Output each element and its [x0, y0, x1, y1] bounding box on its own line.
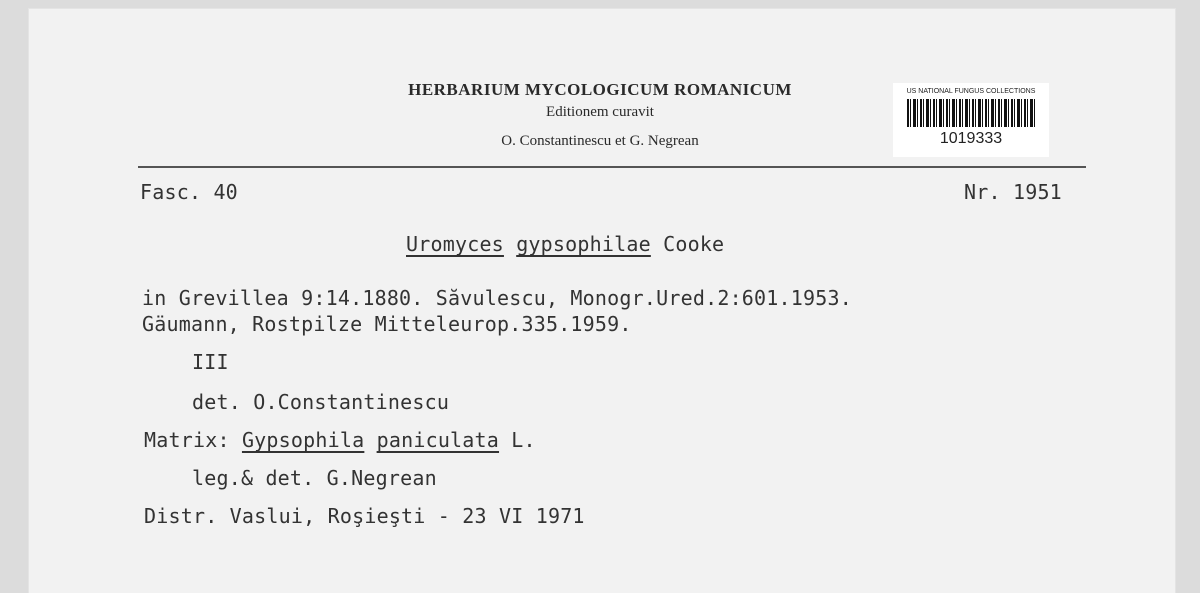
- editor-line: Editionem curavit: [546, 104, 654, 120]
- host-author: L.: [511, 428, 536, 452]
- host-species: paniculata: [376, 428, 500, 452]
- species-title: [406, 232, 724, 256]
- literature-line-2: Gäumann, Rostpilze Mitteleurop.335.1959.: [142, 312, 632, 336]
- literature-line-1: in Grevillea 9:14.1880. Săvulescu, Monogr.Ured.2:601.1953.: [142, 286, 852, 310]
- genus-name: Uromyces: [406, 232, 504, 256]
- host-genus: Gypsophila: [241, 428, 365, 452]
- species-epithet: gypsophilae: [516, 232, 651, 256]
- barcode-label: [893, 83, 1049, 157]
- barcode-caption: US NATIONAL FUNGUS COLLECTIONS: [906, 88, 1036, 95]
- specimen-number: Nr. 1951: [964, 180, 1062, 204]
- collector: leg.& det. G.Negrean: [192, 466, 437, 490]
- divider: [138, 166, 1086, 168]
- matrix-label: Matrix:: [144, 428, 230, 452]
- institution-title: HERBARIUM MYCOLOGICUM ROMANICUM: [408, 80, 792, 99]
- spore-stage: III: [192, 350, 229, 374]
- determiner: det. O.Constantinescu: [192, 390, 450, 414]
- barcode-number: 1019333: [939, 130, 1003, 147]
- species-author: Cooke: [663, 232, 725, 256]
- distribution: Distr. Vaslui, Roşieşti - 23 VI 1971: [144, 504, 585, 528]
- editors-line: O. Constantinescu et G. Negrean: [501, 133, 699, 149]
- barcode-icon: [907, 99, 1035, 127]
- matrix-line: [144, 428, 536, 452]
- fascicle-number: Fasc. 40: [140, 180, 238, 204]
